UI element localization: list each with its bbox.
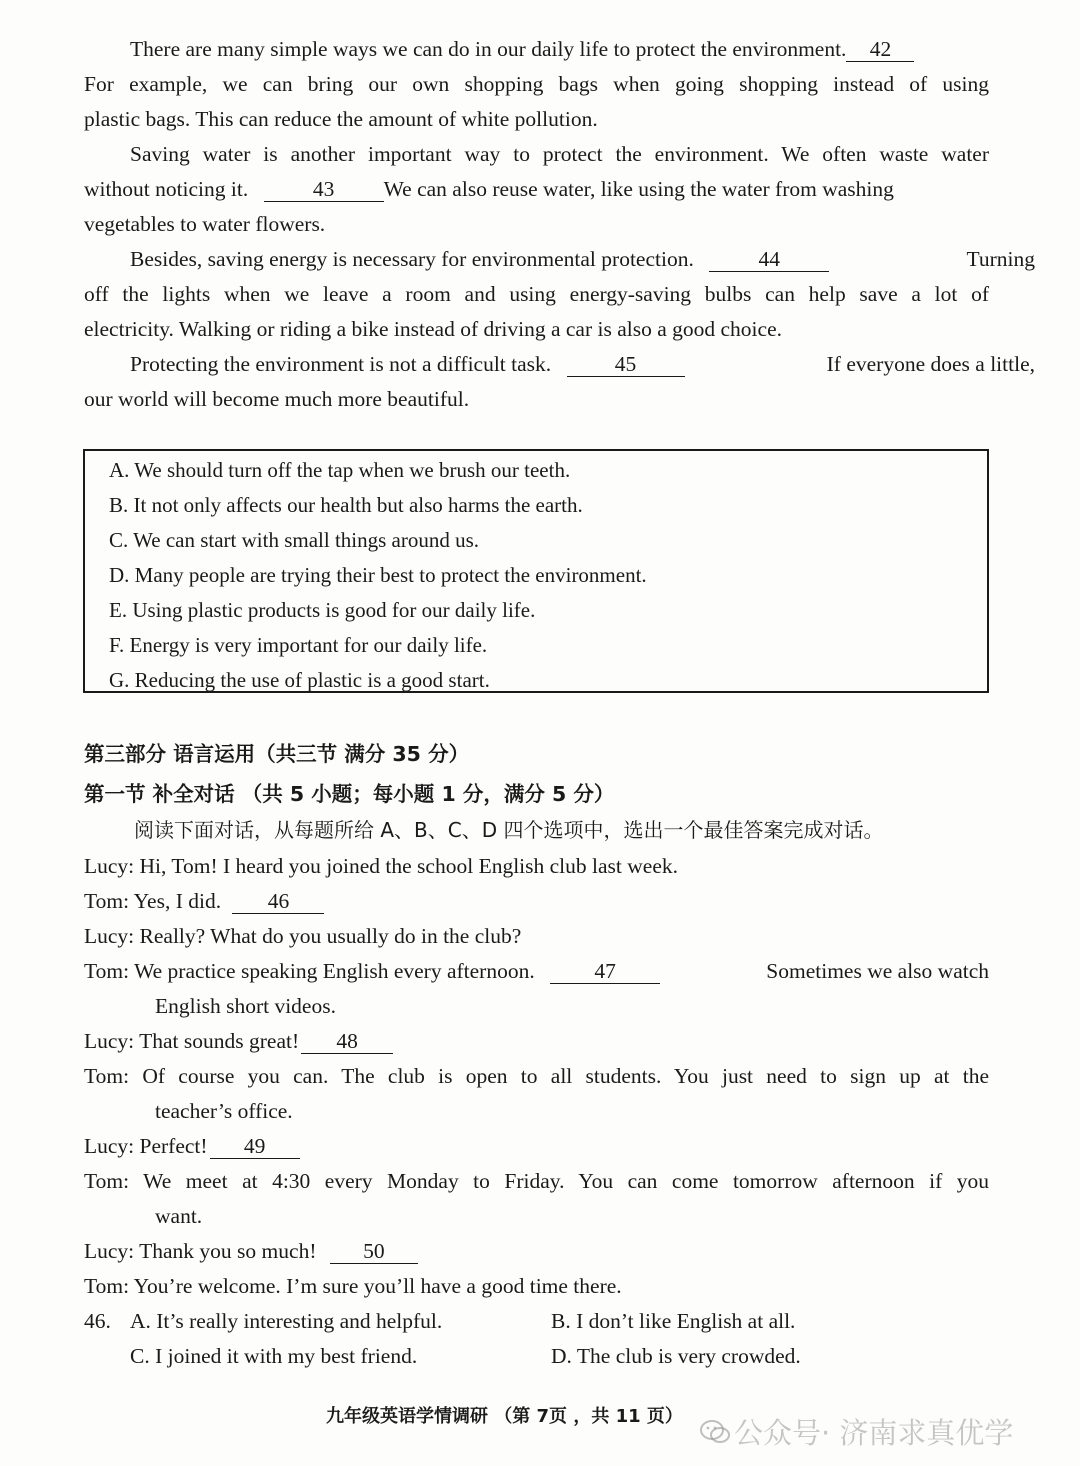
option-d: D. Many people are trying their best to protect the environment. [109, 563, 647, 587]
option-c: C. We can start with small things around us. [109, 528, 480, 552]
q46-option-b: B. I don’t like English at all. [551, 1309, 796, 1333]
option-g: G. Reducing the use of plastic is a good start. [109, 668, 490, 692]
part3-heading: 第三部分 语言运用（共三节 满分 35 分） [84, 742, 470, 766]
passage-text: There are many simple ways we can do in our daily life to protect the environment. [130, 37, 847, 61]
options-box [83, 449, 989, 693]
blank-46: 46 [232, 889, 324, 914]
dialogue-line: Tom: We meet at 4:30 every Monday to Friday. You can come tomorrow afternoon if you [84, 1169, 989, 1193]
q46-option-d: D. The club is very crowded. [551, 1344, 801, 1368]
dialogue-line: Tom: You’re welcome. I’m sure you’ll have a good time there. [84, 1274, 622, 1298]
dialogue-line: Tom: Of course you can. The club is open to all students. You just need to sign up at the [84, 1064, 989, 1088]
watermark [700, 1413, 1013, 1455]
passage-line: without noticing it. 43 We can also reuse water, like using the water from washing [84, 177, 894, 201]
dialogue-line: Lucy: Thank you so much! 50 [84, 1234, 989, 1269]
blank-49: 49 [210, 1134, 300, 1159]
passage-line: Saving water is another important way to protect the environment. We often waste water [130, 142, 989, 166]
dialogue-line: English short videos. [155, 994, 336, 1018]
dialogue-line: Lucy: Really? What do you usually do in the club? [84, 924, 522, 948]
dialogue-line: teacher’s office. [155, 1099, 293, 1123]
passage-line: Besides, saving energy is necessary for environmental protection. 44 Turning [130, 247, 1035, 271]
blank-42: 42 [846, 37, 914, 62]
page-footer: 九年级英语学情调研 （第 7页 ，共 11 页） [326, 1406, 683, 1427]
instruction: 阅读下面对话，从每题所给 A、B、C、D 四个选项中，选出一个最佳答案完成对话。 [134, 818, 884, 842]
q46-option-a: A. It’s really interesting and helpful. [130, 1309, 443, 1333]
q46-option-c: C. I joined it with my best friend. [130, 1344, 418, 1368]
watermark-text: 公众号· 济南求真优学 [734, 1416, 1014, 1450]
dialogue-line: Lucy: That sounds great! 48 [84, 1024, 989, 1059]
dialogue-line: Lucy: Perfect! 49 [84, 1129, 989, 1164]
passage-line: For example, we can bring our own shopping bags when going shopping instead of using [84, 72, 989, 96]
passage-line: our world will become much more beautiful. [84, 387, 470, 411]
passage-line [84, 32, 1035, 67]
passage-line: plastic bags. This can reduce the amount of white pollution. [84, 107, 598, 131]
wechat-icon [700, 1415, 730, 1455]
blank-47: 47 [550, 959, 660, 984]
blank-45: 45 [567, 352, 685, 377]
passage-line: off the lights when we leave a room and using energy-saving bulbs can help save a lot of [84, 282, 989, 306]
question-number: 46. [84, 1309, 111, 1333]
option-f: F. Energy is very important for our daily life. [109, 633, 488, 657]
dialogue-line: Tom: Yes, I did. 46 [84, 884, 989, 919]
passage-line: vegetables to water flowers. [84, 212, 326, 236]
blank-48: 48 [301, 1029, 393, 1054]
blank-50: 50 [330, 1239, 418, 1264]
section1-heading: 第一节 补全对话 （共 5 小题；每小题 1 分，满分 5 分） [84, 782, 615, 806]
option-b: B. It not only affects our health but also harms the earth. [109, 493, 583, 517]
dialogue-line: Tom: We practice speaking English every afternoon. 47 Sometimes we also watch [84, 959, 989, 983]
passage-line: Protecting the environment is not a difficult task. 45 If everyone does a little, [130, 352, 1035, 376]
passage-line: electricity. Walking or riding a bike instead of driving a car is also a good choice. [84, 317, 782, 341]
blank-44: 44 [709, 247, 829, 272]
option-e: E. Using plastic products is good for our daily life. [109, 598, 536, 622]
option-a: A. We should turn off the tap when we brush our teeth. [109, 458, 571, 482]
blank-43: 43 [264, 177, 384, 202]
dialogue-line: Lucy: Hi, Tom! I heard you joined the school English club last week. [84, 854, 679, 878]
dialogue-line: want. [155, 1204, 203, 1228]
